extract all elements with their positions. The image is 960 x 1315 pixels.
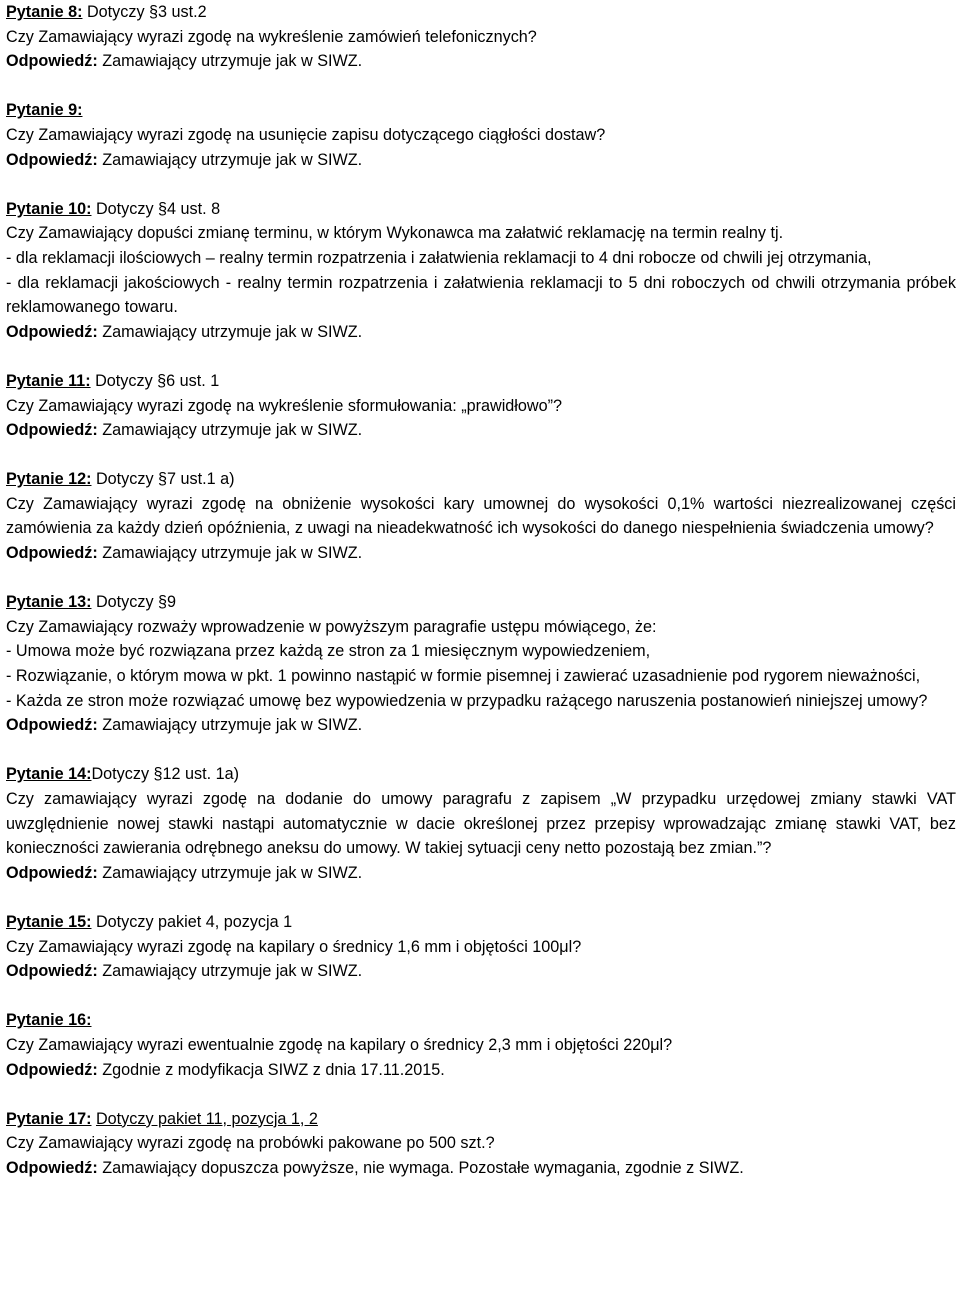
- answer-line: [6, 320, 956, 345]
- question-heading: [6, 910, 956, 935]
- question-label: Pytanie 17:: [6, 1109, 92, 1128]
- answer-label: Odpowiedź:: [6, 544, 98, 563]
- answer-text: Zamawiający utrzymuje jak w SIWZ.: [102, 863, 363, 882]
- question-15: [6, 910, 956, 984]
- question-heading: [6, 1107, 956, 1132]
- question-text: Czy Zamawiający wyrazi zgodę na wykreślenie sformułowania: „prawidłowo”?: [6, 396, 562, 415]
- question-label: Pytanie 10:: [6, 199, 92, 218]
- answer-text: Zamawiający utrzymuje jak w SIWZ.: [102, 421, 363, 440]
- question-heading: [6, 0, 956, 25]
- question-text: Czy Zamawiający wyrazi zgodę na usunięcie zapisu dotyczącego ciągłości dostaw?: [6, 125, 606, 144]
- answer-text: Zamawiający utrzymuje jak w SIWZ.: [102, 322, 363, 341]
- answer-label: Odpowiedź:: [6, 863, 98, 882]
- question-reference: Dotyczy §3 ust.2: [86, 3, 207, 21]
- question-8: [6, 0, 956, 74]
- answer-text: Zgodnie z modyfikacja SIWZ z dnia 17.11.2015.: [102, 1060, 445, 1079]
- answer-text: Zamawiający utrzymuje jak w SIWZ.: [102, 544, 363, 563]
- question-16: [6, 1008, 956, 1082]
- question-text: Czy Zamawiający dopuści zmianę terminu, w którym Wykonawca ma załatwić reklamację na termin realny tj.: [6, 224, 784, 243]
- question-17: [6, 1107, 956, 1181]
- question-label: Pytanie 8:: [6, 3, 83, 21]
- question-text: Czy Zamawiający wyrazi zgodę na obniżenie wysokości kary umownej do wysokości 0,1% wartości niezrealizowanej części zamówienia za każdy dzień opóźnienia, z uwagi na nieadekwatność ich wysokości do danego niespełnienia świadczenia umowy?: [6, 494, 956, 538]
- question-label: Pytanie 13:: [6, 593, 92, 612]
- question-label: Pytanie 14:: [6, 765, 92, 784]
- answer-label: Odpowiedź:: [6, 1158, 98, 1177]
- question-label: Pytanie 11:: [6, 371, 91, 390]
- question-reference: Dotyczy §6 ust. 1: [95, 371, 220, 390]
- question-reference: Dotyczy pakiet 4, pozycja 1: [95, 912, 293, 931]
- question-10: [6, 197, 956, 345]
- question-12: [6, 467, 956, 565]
- answer-text: Zamawiający utrzymuje jak w SIWZ.: [102, 716, 363, 735]
- question-item: - Rozwiązanie, o którym mowa w pkt. 1 powinno nastąpić w formie pisemnej i zawierać uzasadnienie pod rygorem nieważności,: [6, 667, 921, 686]
- question-14: [6, 762, 956, 885]
- answer-line: [6, 541, 956, 566]
- question-11: [6, 369, 956, 443]
- question-text: Czy Zamawiający wyrazi ewentualnie zgodę na kapilary o średnicy 2,3 mm i objętości 220μl?: [6, 1035, 673, 1054]
- answer-label: Odpowiedź:: [6, 1060, 98, 1079]
- question-13: [6, 590, 956, 738]
- question-heading: [6, 467, 956, 492]
- question-heading: [6, 369, 956, 394]
- answer-line: [6, 713, 956, 738]
- answer-line: [6, 1058, 956, 1083]
- question-label: Pytanie 12:: [6, 470, 92, 489]
- question-heading: [6, 197, 956, 222]
- answer-line: [6, 959, 956, 984]
- question-text: Czy Zamawiający wyrazi zgodę na probówki pakowane po 500 szt.?: [6, 1134, 495, 1153]
- question-heading: [6, 762, 956, 787]
- question-item: - dla reklamacji jakościowych - realny termin rozpatrzenia i załatwienia reklamacji to 5 dni roboczych od chwili otrzymania próbek reklamowanego towaru.: [6, 273, 956, 317]
- question-heading: [6, 1008, 956, 1033]
- question-reference: Dotyczy pakiet 11, pozycja 1, 2: [95, 1109, 318, 1128]
- question-reference: Dotyczy §9: [95, 593, 177, 612]
- answer-text: Zamawiający utrzymuje jak w SIWZ.: [102, 962, 363, 981]
- answer-label: Odpowiedź:: [6, 150, 98, 169]
- question-heading: [6, 590, 956, 615]
- question-text: Czy Zamawiający wyrazi zgodę na kapilary o średnicy 1,6 mm i objętości 100μl?: [6, 937, 582, 956]
- question-label: Pytanie 16:: [6, 1011, 92, 1030]
- answer-label: Odpowiedź:: [6, 52, 98, 71]
- question-label: Pytanie 15:: [6, 912, 92, 931]
- question-text: Czy Zamawiający wyrazi zgodę na wykreślenie zamówień telefonicznych?: [6, 27, 537, 46]
- answer-text: Zamawiający dopuszcza powyższe, nie wymaga. Pozostałe wymagania, zgodnie z SIWZ.: [102, 1158, 744, 1177]
- question-text: Czy Zamawiający rozważy wprowadzenie w powyższym paragrafie ustępu mówiącego, że:: [6, 617, 657, 636]
- answer-text: Zamawiający utrzymuje jak w SIWZ.: [102, 150, 363, 169]
- question-heading: [6, 98, 956, 123]
- answer-line: [6, 861, 956, 886]
- answer-label: Odpowiedź:: [6, 322, 98, 341]
- answer-label: Odpowiedź:: [6, 962, 98, 981]
- question-item: - dla reklamacji ilościowych – realny termin rozpatrzenia i załatwienia reklamacji to 4 dni robocze od chwili jej otrzymania,: [6, 248, 872, 267]
- answer-line: [6, 49, 956, 74]
- question-item: - Każda ze stron może rozwiązać umowę bez wypowiedzenia w przypadku rażącego naruszenia postanowień niniejszej umowy?: [6, 691, 928, 710]
- question-label: Pytanie 9:: [6, 101, 83, 120]
- question-reference: Dotyczy §7 ust.1 a): [95, 470, 235, 489]
- question-reference: Dotyczy §12 ust. 1a): [91, 765, 240, 784]
- answer-line: [6, 1156, 956, 1181]
- question-item: - Umowa może być rozwiązana przez każdą ze stron za 1 miesięcznym wypowiedzeniem,: [6, 642, 651, 661]
- question-text: Czy zamawiający wyrazi zgodę na dodanie do umowy paragrafu z zapisem „W przypadku urzędowej zmiany stawki VAT uwzględnienie nowej stawki nastąpi automatycznie w dacie określonej przez przepisy wprowadzając zmianę stawki VAT, bez konieczności zawierania odrębnego aneksu do umowy. W takiej sytuacji ceny netto pozostają bez zmian.”?: [6, 790, 956, 858]
- answer-label: Odpowiedź:: [6, 421, 98, 440]
- answer-label: Odpowiedź:: [6, 716, 98, 735]
- question-9: [6, 98, 956, 172]
- answer-text: Zamawiający utrzymuje jak w SIWZ.: [102, 52, 363, 71]
- question-reference: Dotyczy §4 ust. 8: [95, 199, 221, 218]
- answer-line: [6, 148, 956, 173]
- answer-line: [6, 418, 956, 443]
